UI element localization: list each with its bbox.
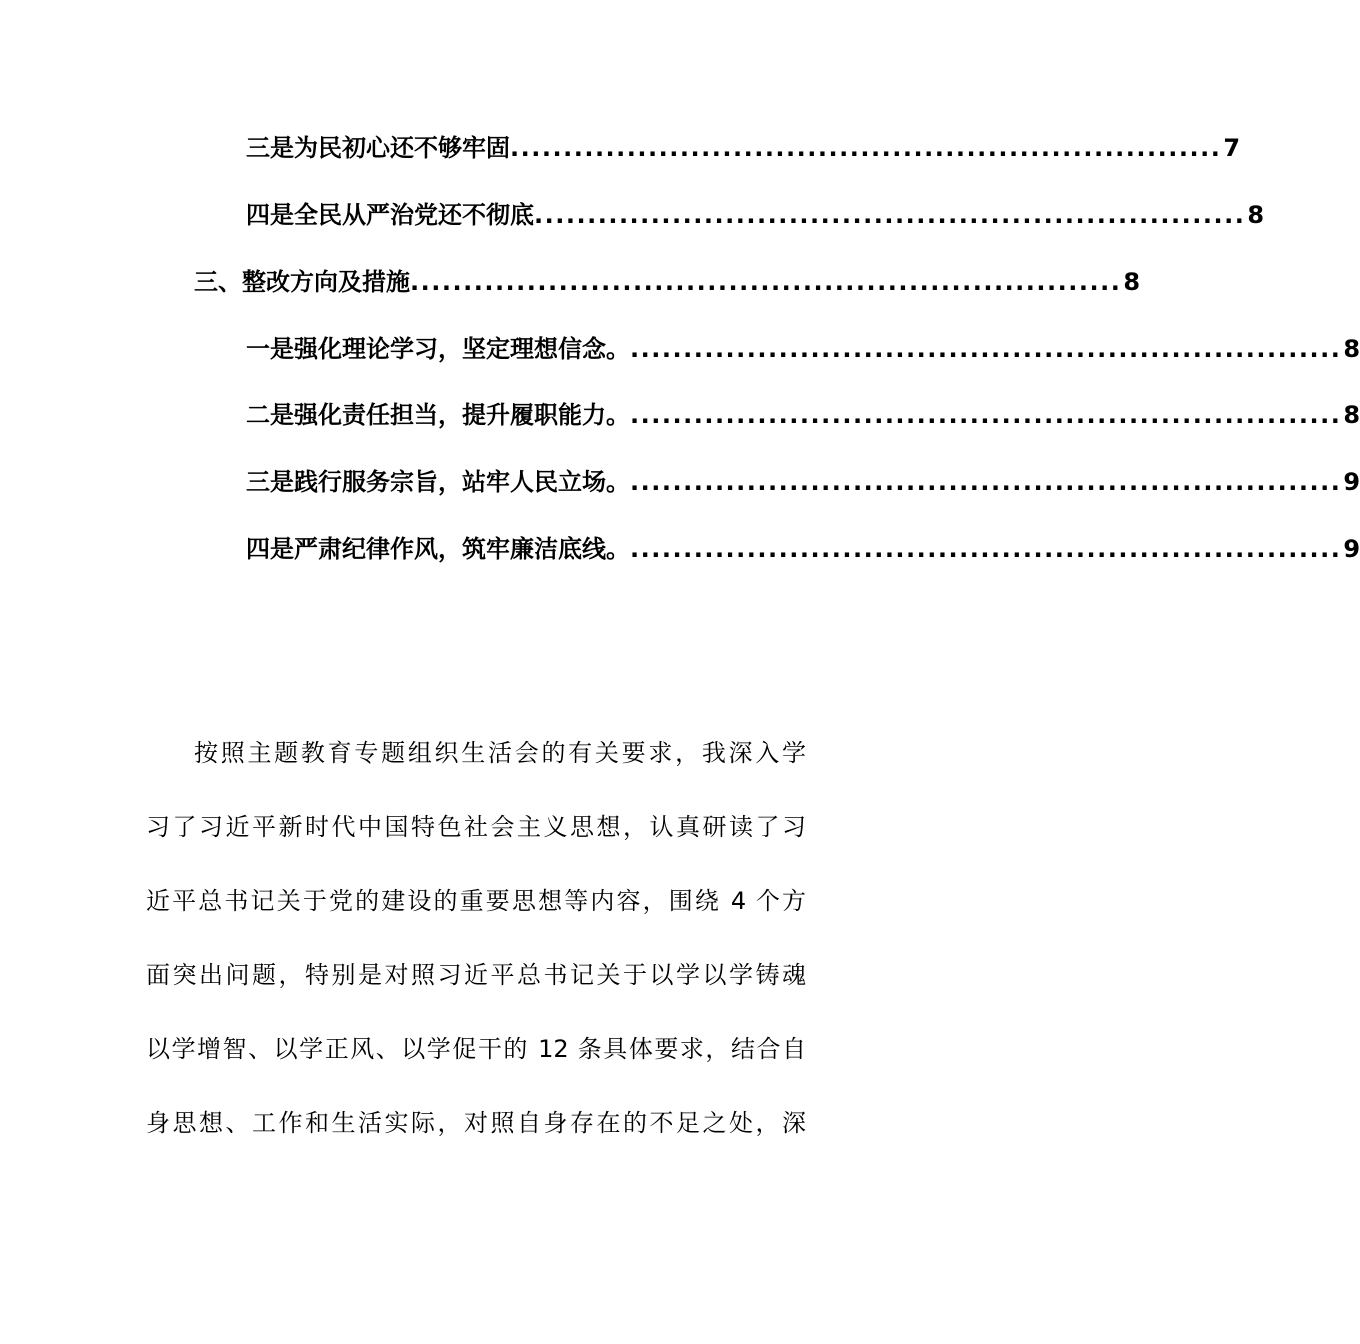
toc-entry[interactable] [246,329,1360,369]
toc-entry[interactable] [246,395,1360,435]
toc-leader-dots: ................................................................... [630,535,1342,563]
toc-leader-dots: ................................................................... [534,201,1246,229]
paragraph-line: 面突出问题，特别是对照习近平总书记关于以学以学铸魂 [146,961,806,989]
toc-entry[interactable] [246,529,1360,569]
toc-entry-title: 四是严肃纪律作风，筑牢廉洁底线。 [246,535,630,563]
toc-entry[interactable] [246,195,1265,235]
paragraph-line: 以学增智、以学正风、以学促干的 12 条具体要求，结合自 [146,1035,806,1063]
toc-page-number: 7 [1223,134,1241,162]
toc-entry[interactable] [194,262,1141,302]
toc-leader-dots: ................................................................... [630,401,1342,429]
toc-leader-dots: ................................................................... [510,134,1222,162]
toc-page-number: 8 [1247,201,1265,229]
toc-leader-dots: ................................................................... [630,468,1342,496]
toc-page-number: 8 [1343,401,1360,429]
toc-entry[interactable] [246,462,1360,502]
toc-entry-title: 二是强化责任担当，提升履职能力。 [246,401,630,429]
toc-entry-title: 四是全民从严治党还不彻底 [246,201,534,229]
toc-entry-title: 三是为民初心还不够牢固 [246,134,510,162]
toc-entry-title: 三是践行服务宗旨，站牢人民立场。 [246,468,630,496]
toc-entry-title: 一是强化理论学习，坚定理想信念。 [246,335,630,363]
body-paragraph [146,716,806,1160]
paragraph-line: 习了习近平新时代中国特色社会主义思想，认真研读了习 [146,813,806,841]
toc-page-number: 9 [1343,535,1360,563]
toc-leader-dots: ................................................................... [630,335,1342,363]
toc-page-number: 8 [1123,268,1141,296]
paragraph-line: 身思想、工作和生活实际，对照自身存在的不足之处，深 [146,1109,806,1137]
toc-page-number: 8 [1343,335,1360,363]
toc-leader-dots: ................................................................... [410,268,1122,296]
toc-entry-title: 三、整改方向及措施 [194,268,410,296]
paragraph-line: 按照主题教育专题组织生活会的有关要求，我深入学 [194,739,806,767]
toc-entry[interactable] [246,128,1241,168]
paragraph-line: 近平总书记关于党的建设的重要思想等内容，围绕 4 个方 [146,887,806,915]
toc-page-number: 9 [1343,468,1360,496]
